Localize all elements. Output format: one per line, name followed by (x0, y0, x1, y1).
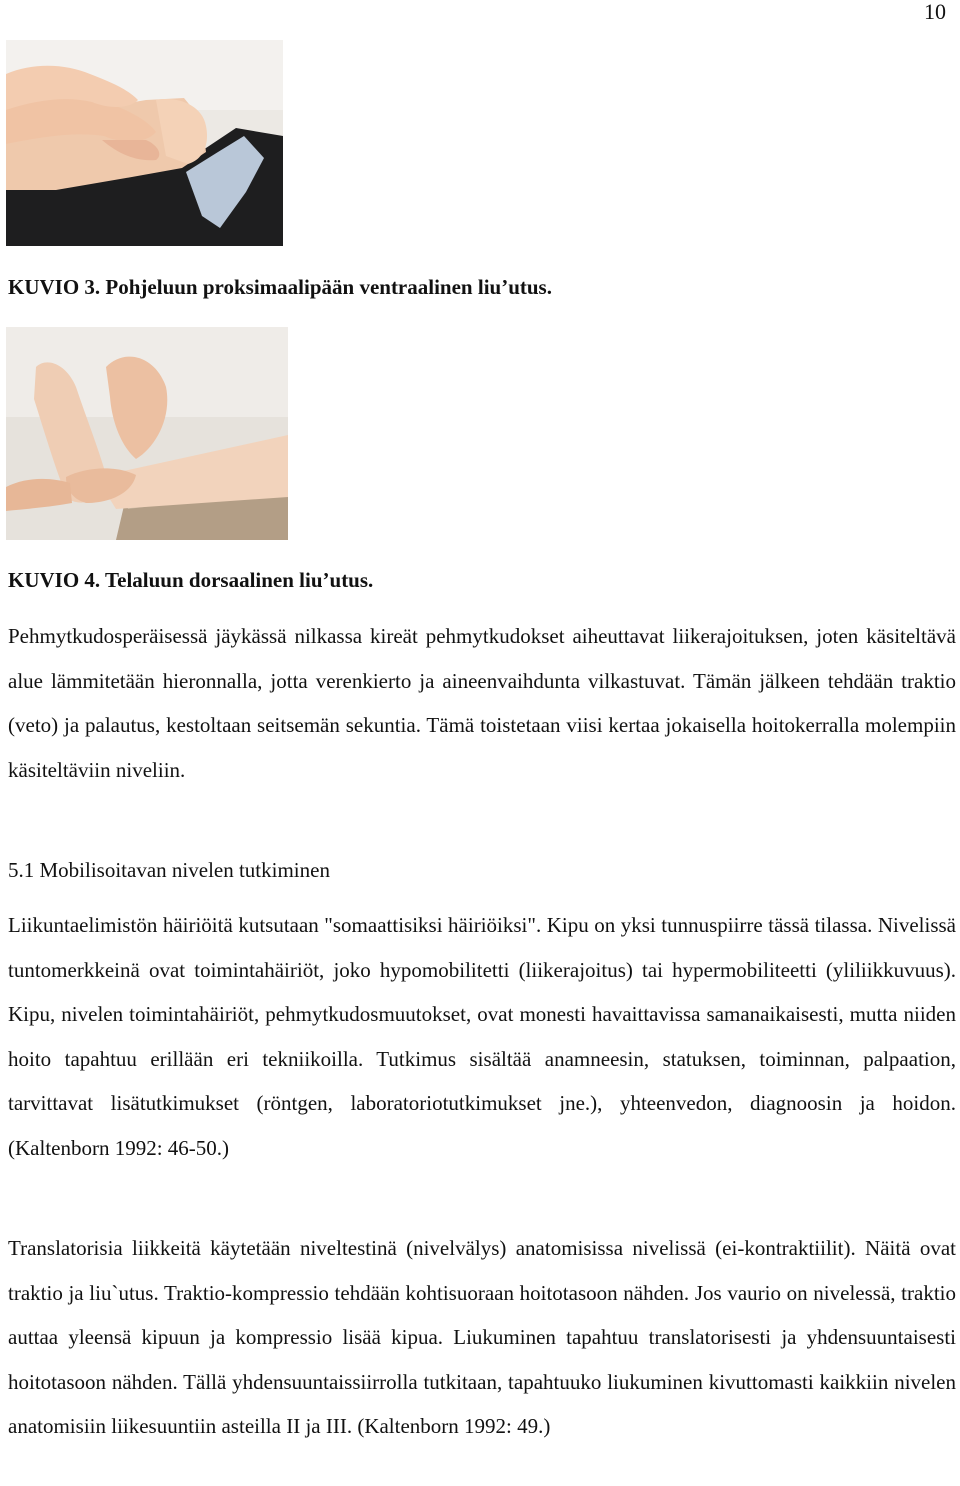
figure-4-photo-ankle-mobilization (6, 327, 288, 540)
figure-3-photo-knee-mobilization (6, 40, 283, 246)
figure-4-caption: KUVIO 4. Telaluun dorsaalinen liu’utus. (8, 568, 374, 592)
section-heading: 5.1 Mobilisoitavan nivelen tutkiminen (8, 858, 330, 882)
body-paragraph-3: Translatorisia liikkeitä käytetään niveltestinä (nivelvälys) anatomisissa nivelissä (ei-kontraktiilit). Näitä ovat traktio ja liu`utus. Traktio-kompressio tehdään kohtisuoraan hoitotasoon nähden. Jos vaurio on nivelessä, traktio auttaa yleensä kipuun ja kompressio lisää kipua. Liukuminen tapahtuu translatorisesti ja yhdensuuntaisesti hoitotasoon nähden. Tällä yhdensuuntaissiirrolla tutkitaan, tapahtuuko liukuminen kivuttomasti kaikkiin nivelen anatomisiin liikesuuntiin asteilla II ja III. (Kaltenborn 1992: 49.) (8, 1236, 956, 1438)
figure-3-caption: KUVIO 3. Pohjeluun proksimaalipään ventraalinen liu’utus. (8, 275, 552, 299)
page-number: 10 (924, 0, 946, 24)
body-paragraph-1: Pehmytkudosperäisessä jäykässä nilkassa kireät pehmytkudokset aiheuttavat liikerajoituksen, joten käsiteltävä alue lämmitetään hieronnalla, jotta verenkierto ja aineenvaihdunta vilkastuvat. Tämän jälkeen tehdään traktio (veto) ja palautus, kestoltaan seitsemän sekuntia. Tämä toistetaan viisi kertaa jokaisella hoitokerralla molempiin käsiteltäviin niveliin. (8, 624, 956, 782)
body-paragraph-2: Liikuntaelimistön häiriöitä kutsutaan "somaattisiksi häiriöiksi". Kipu on yksi tunnuspiirre tässä tilassa. Nivelissä tuntomerkkeinä ovat toimintahäiriöt, joko hypomobilitetti (liikerajoitus) tai hypermobiliteetti (yliliikkuvuus). Kipu, nivelen toimintahäiriöt, pehmytkudosmuutokset, ovat monesti havaittavissa samanaikaisesti, mutta niiden hoito tapahtuu erillään eri tekniikoilla. Tutkimus sisältää anamneesin, statuksen, toiminnan, palpaation, tarvittavat lisätutkimukset (röntgen, laboratoriotutkimukset jne.), yhteenvedon, diagnoosin ja hoidon. (Kaltenborn 1992: 46-50.) (8, 913, 956, 1160)
